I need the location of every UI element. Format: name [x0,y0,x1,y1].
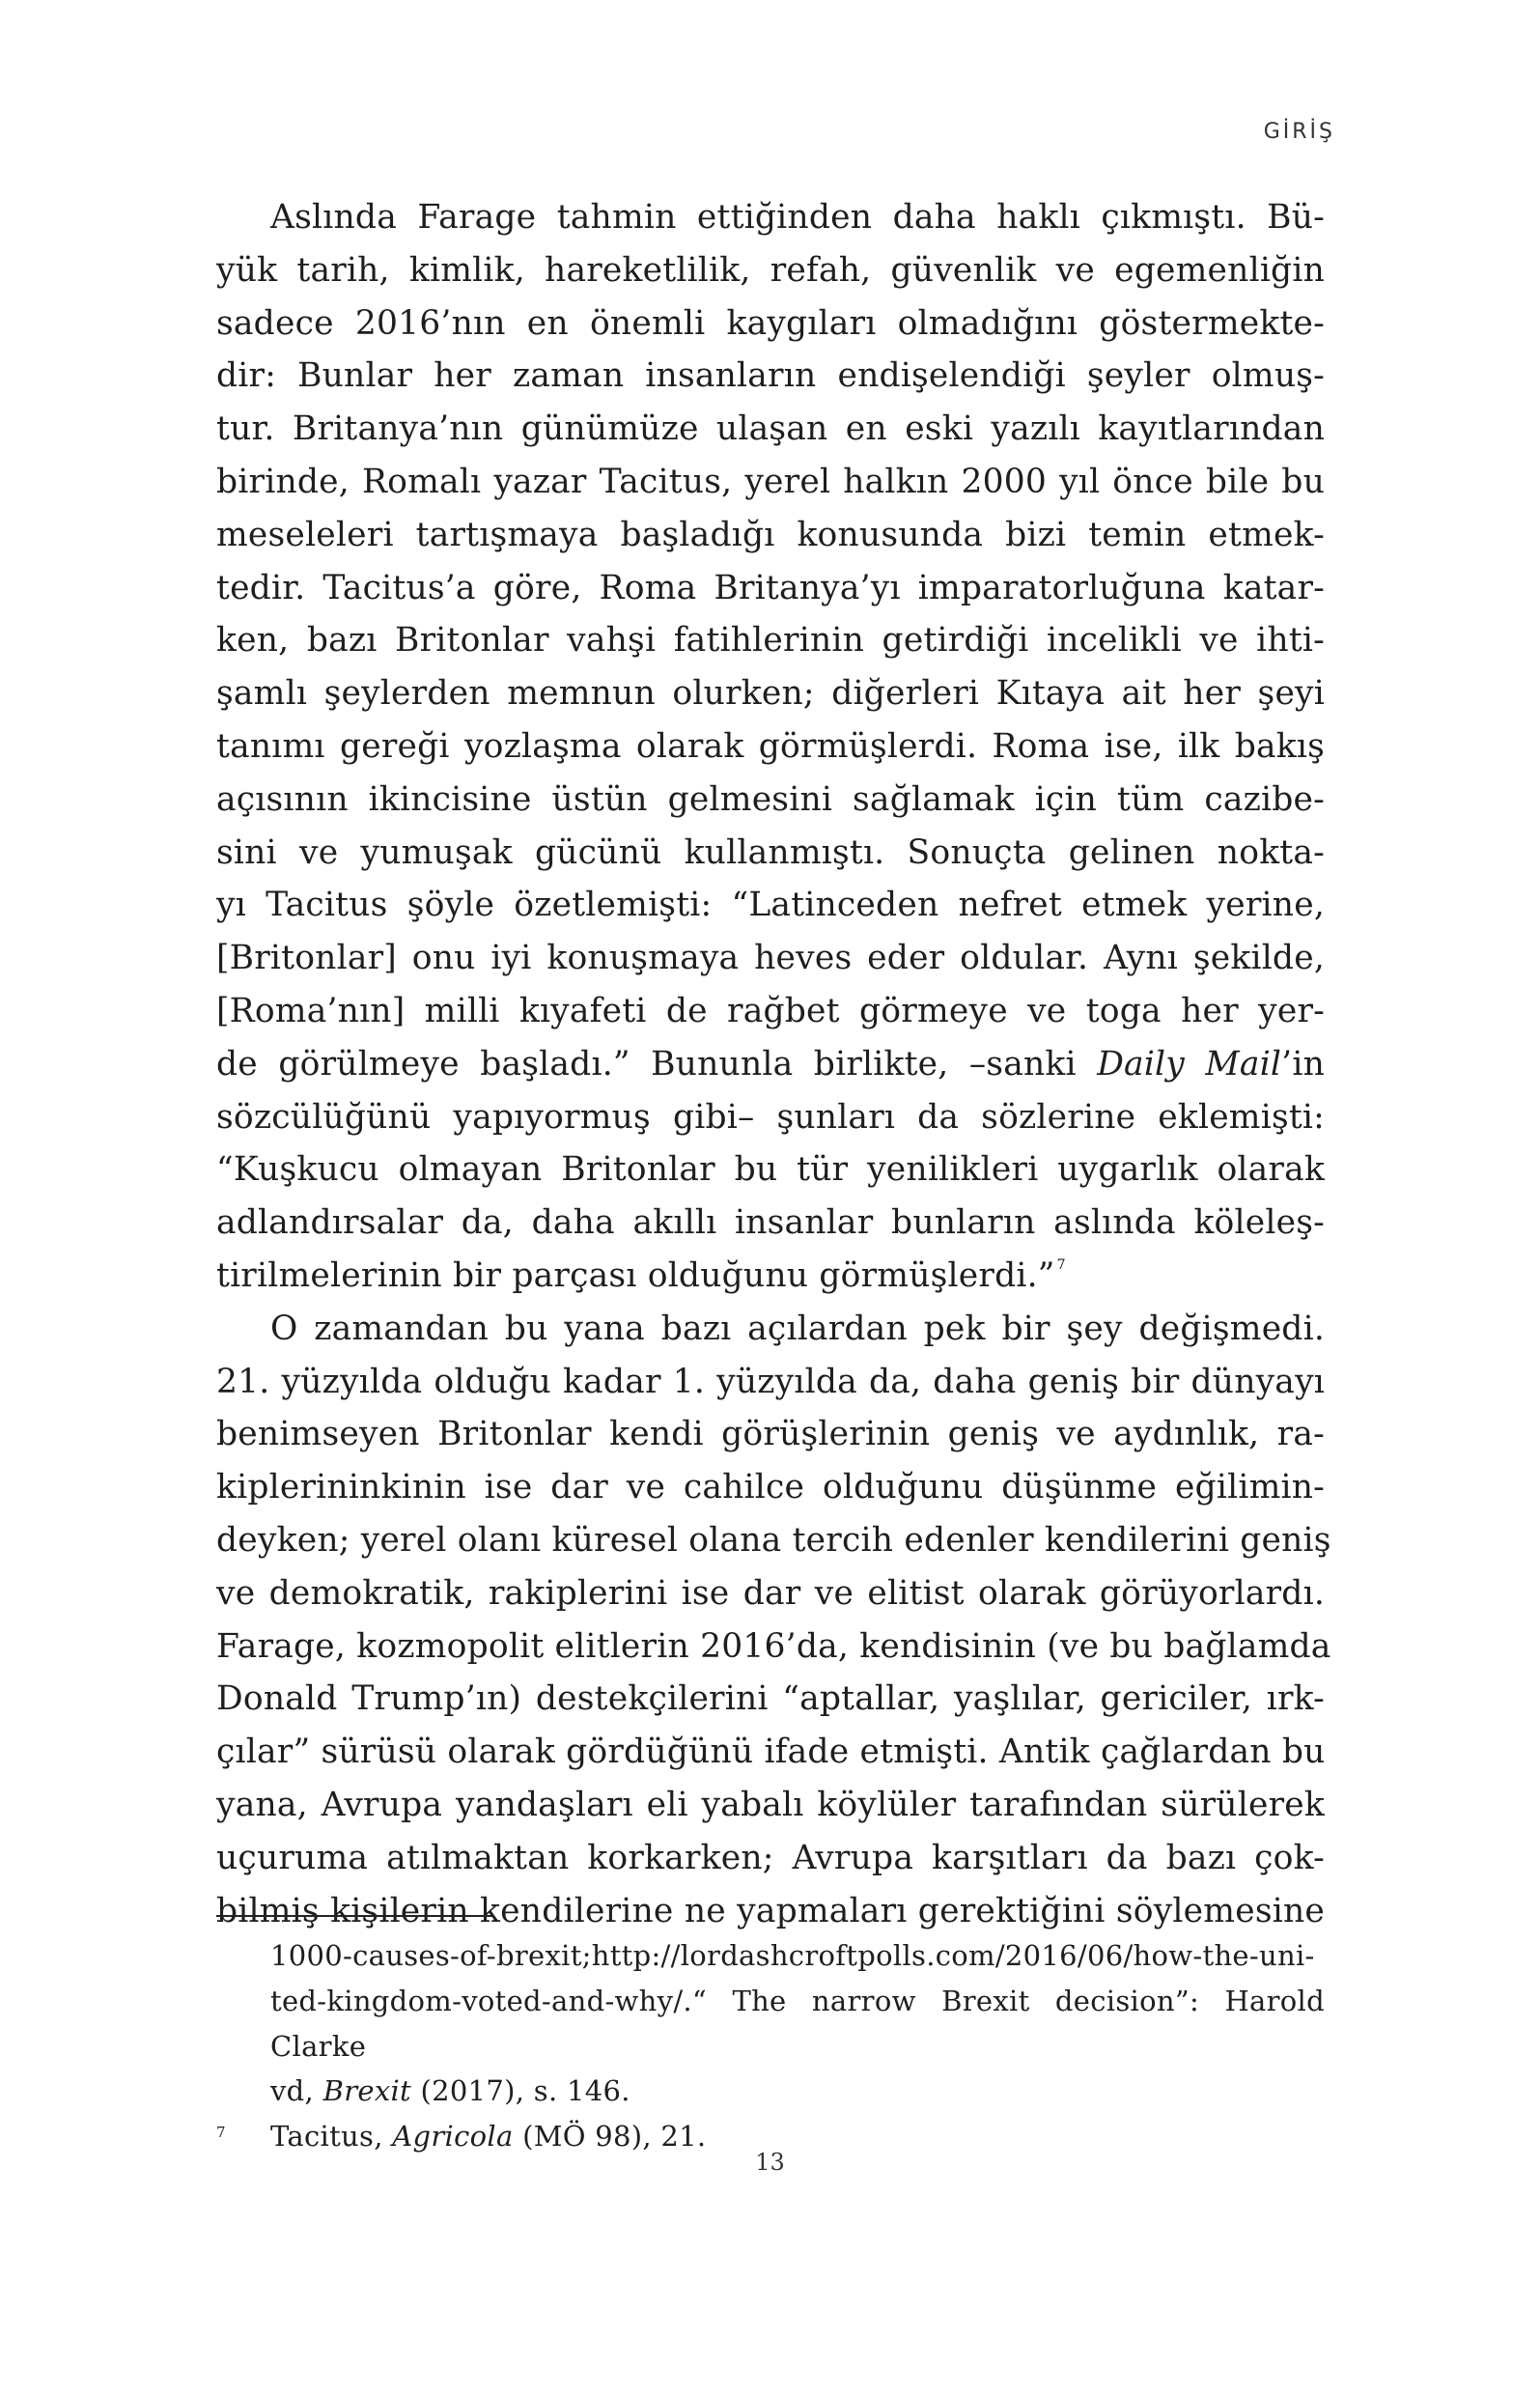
text-run: vd, [270,2074,323,2108]
running-head: GİRİŞ [1263,120,1335,144]
text-line: sözcülüğünü yapıyormuş gibi– şunları da sözlerine eklemişti: [216,1097,1325,1137]
text-line: sini ve yumuşak gücünü kullanmıştı. Sonuçta gelinen nokta- [216,832,1325,872]
text-line: yana, Avrupa yandaşları eli yabalı köylüler tarafından sürülerek [216,1785,1325,1824]
text-line: tedir. Tacitus’a göre, Roma Britanya’yı imparatorluğuna katar- [216,568,1325,607]
text-line: Donald Trump’ın) destekçilerini “aptallar, yaşlılar, gericiler, ırk- [216,1679,1325,1719]
text-run: (2017), s. 146. [411,2074,630,2108]
text-line: uçuruma atılmaktan korkarken; Avrupa karşıtları da bazı çok- [216,1838,1325,1877]
text-line: deyken; yerel olanı küresel olana tercih edenler kendilerini geniş [216,1520,1331,1560]
body-text [216,191,1331,1937]
text-line: [Britonlar] onu iyi konuşmaya heves eder oldular. Aynı şekilde, [216,939,1325,978]
text-line: açısının ikincisine üstün gelmesini sağlamak için tüm cazibe- [216,779,1325,819]
text-line: şamlı şeylerden memnun olurken; diğerleri Kıtaya ait her şeyi [216,674,1325,714]
text-line: [Roma’nın] milli kıyafeti de rağbet görmeye ve toga her yer- [216,991,1325,1030]
footnotes [216,1933,1325,2159]
text-line: 21. yüzyılda olduğu kadar 1. yüzyılda da, daha geniş bir dünyayı [216,1362,1325,1401]
text-line: yı Tacitus şöyle özetlemişti: “Latinceden nefret etmek yerine, [216,886,1325,925]
text-line: sadece 2016’nın en önemli kaygıları olmadığını göstermekte- [216,303,1325,343]
text-line: dir: Bunlar her zaman insanların endişelendiği şeyler olmuş- [216,356,1325,396]
text-line: adlandırsalar da, daha akıllı insanlar bunların aslında köleleş- [216,1203,1325,1243]
italic-title: Daily Mail [1097,1044,1282,1084]
text-line: tur. Britanya’nın günümüze ulaşan en eski yazılı kayıtlarından [216,409,1325,449]
italic-title: Brexit [322,2074,412,2108]
text-line: Farage, kozmopolit elitlerin 2016’da, kendisinin (ve bu bağlamda [216,1626,1331,1666]
text-run: ’in [1281,1044,1325,1084]
footnote-line: ted-kingdom-voted-and-why/.“ The narrow Brexit decision”: Harold Clarke [270,1984,1325,2063]
text-run: tirilmelerinin bir parçası olduğunu görmüşlerdi.” [216,1255,1055,1295]
text-line: kiplerininkinin ise dar ve cahilce olduğunu düşünme eğilimin- [216,1468,1325,1507]
text-line: benimseyen Britonlar kendi görüşlerinin geniş ve aydınlık, ra- [216,1415,1325,1454]
text-line: yük tarih, kimlik, hareketlilik, refah, güvenlik ve egemenliğin [216,250,1325,290]
footnote-line: 1000-causes-of-brexit;http://lordashcroftpolls.com/2016/06/how-the-uni- [270,1939,1315,1972]
text-line: O zamandan bu yana bazı açılardan pek bir şey değişmedi. [270,1309,1325,1348]
footnote-continued [216,1933,1325,2114]
footnote-number: 7 [216,2124,226,2142]
text-line: ve demokratik, rakiplerini ise dar ve elitist olarak görüyorlardı. [216,1573,1325,1613]
page-number: 13 [755,2149,785,2176]
text-line: ken, bazı Britonlar vahşi fatihlerinin getirdiği incelikli ve ihti- [216,621,1325,661]
footnote-reference[interactable]: 7 [1056,1256,1066,1273]
text-run: (MÖ 98), 21. [513,2120,707,2154]
italic-title: Agricola [392,2120,514,2154]
text-line: birinde, Romalı yazar Tacitus, yerel halkın 2000 yıl önce bile bu [216,462,1325,501]
text-line [216,1038,1325,1091]
text-line: tanımı gereği yozlaşma olarak görmüşlerdi. Roma ise, ilk bakış [216,726,1325,766]
text-line [216,1250,1325,1303]
text-line: Aslında Farage tahmin ettiğinden daha haklı çıkmıştı. Bü- [270,198,1325,237]
paragraph-1 [216,191,1325,1303]
text-line: bilmiş kişilerin kendilerine ne yapmaları gerektiğini söylemesine [216,1891,1325,1930]
text-line: “Kuşkucu olmayan Britonlar bu tür yenilikleri uygarlık olarak [216,1150,1325,1190]
text-run: de görülmeye başladı.” Bununla birlikte, –sanki [216,1044,1098,1084]
text-run: Tacitus, [270,2120,393,2154]
footnote-divider [216,1915,492,1917]
text-line: çılar” sürüsü olarak gördüğünü ifade etmişti. Antik çağlardan bu [216,1732,1326,1772]
paragraph-2 [216,1303,1331,1938]
text-line: meseleleri tartışmaya başladığı konusunda bizi temin etmek- [216,515,1325,554]
footnote-line [270,2069,1325,2114]
